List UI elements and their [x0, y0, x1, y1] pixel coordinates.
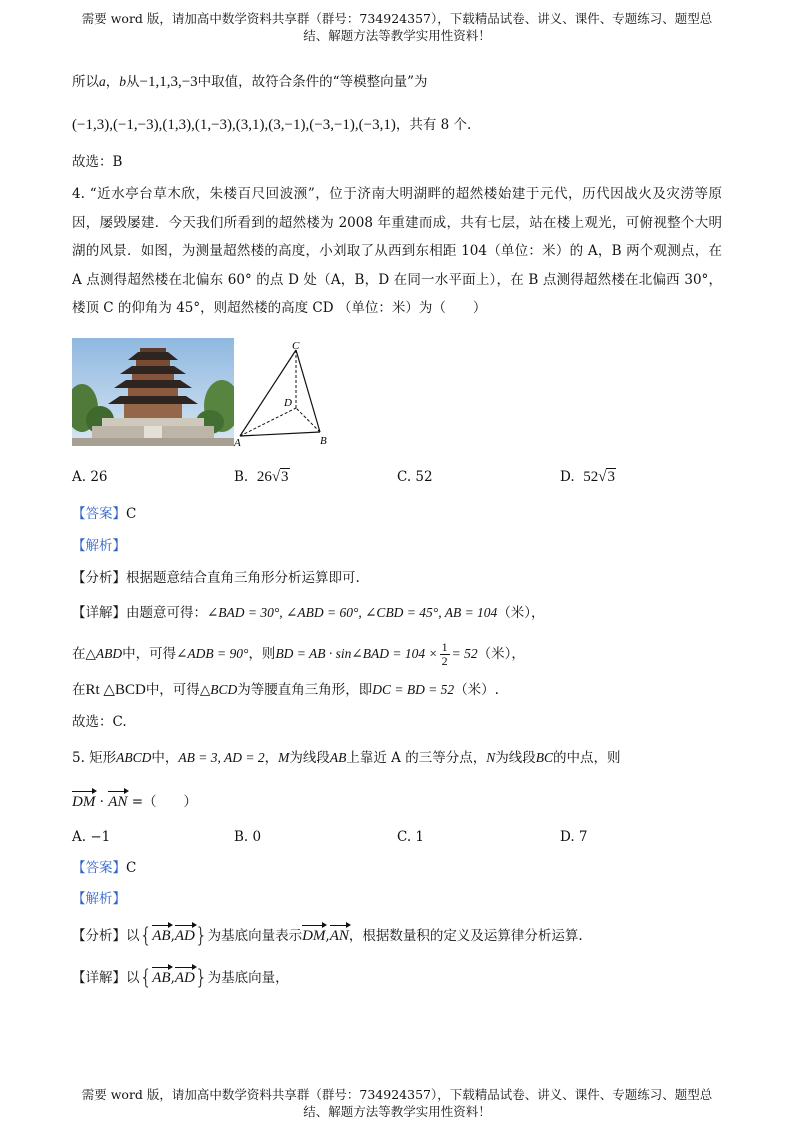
tetrahedron-figure [234, 338, 334, 450]
q5-option-d: D. 7 [560, 829, 588, 845]
q5-stem-line2: DM · AN =（ ） [72, 794, 197, 810]
q4-xiangjie-line2: 在△ABD中，可得∠ADB = 90°，则BD = AB · sin∠BAD = 104 × $\frac{1}{2}$ = 52（米）， [72, 640, 525, 668]
vector-ad: AD [174, 928, 195, 944]
q4-answer: 【答案】C [72, 506, 137, 522]
header-line-1: 需要 word 版，请加高中数学资料共享群（群号：734924357），下载精品试卷、讲义、课件、专题练习、题型总 [81, 11, 713, 26]
q5-option-b: B. 0 [234, 829, 262, 845]
footer-line-2: 结、解题方法等教学实用性资料！ [303, 1104, 491, 1119]
page-header [60, 10, 734, 44]
q5-answer: 【答案】C [72, 860, 137, 876]
header-line-2: 结、解题方法等教学实用性资料！ [303, 28, 491, 43]
vector-dm-2: DM [302, 928, 326, 944]
q5-xiangjie: 【详解】以{AB,AD}为基底向量， [72, 965, 289, 989]
q5-stem-line1: 5. 矩形ABCD中，AB = 3, AD = 2，M为线段AB上靠近 A 的三等分点，N为线段BC的中点，则 [72, 750, 621, 766]
vector-an-2: AN [329, 928, 349, 944]
q4-choice: 故选：C. [72, 714, 127, 730]
q5-fenxi: 【分析】以{AB,AD}为基底向量表示DM,AN，根据数量积的定义及运算律分析运算. [72, 923, 583, 947]
q4-option-b: B. 26√3 [234, 469, 289, 485]
q3-choice: 故选：B [72, 154, 123, 170]
q4-xiangjie-line3: 在Rt △BCD中，可得△BCD为等腰直角三角形，即DC = BD = 52（米）. [72, 682, 499, 698]
vector-an: AN [108, 794, 128, 810]
q4-option-a: A. 26 [72, 469, 108, 485]
q4-option-c: C. 52 [397, 469, 433, 485]
vertex-label-b: B [320, 435, 327, 447]
q4-fenxi: 【分析】根据题意结合直角三角形分析运算即可. [72, 570, 360, 586]
page-footer [60, 1086, 734, 1120]
vertex-label-a: A [234, 437, 241, 449]
q5-analysis-tag: 【解析】 [72, 891, 126, 907]
vector-ab: AB [152, 928, 171, 944]
q4-analysis-tag: 【解析】 [72, 538, 126, 554]
vector-ad-2: AD [174, 970, 195, 986]
vertex-label-d: D [284, 397, 292, 409]
q4-option-d: D. 52√3 [560, 469, 615, 485]
q3-conclusion-line: 所以a，b从−1,1,3,−3中取值，故符合条件的“等模整向量”为 [72, 74, 428, 90]
footer-line-1: 需要 word 版，请加高中数学资料共享群（群号：734924357），下载精品试卷、讲义、课件、专题练习、题型总 [81, 1087, 713, 1102]
vector-ab-2: AB [152, 970, 171, 986]
vector-dm: DM [72, 794, 96, 810]
q4-xiangjie-line1: 【详解】由题意可得：∠BAD = 30°, ∠ABD = 60°, ∠CBD = 45°, AB = 104（米）， [72, 605, 545, 621]
q5-option-a: A. −1 [72, 829, 111, 845]
fraction-one-half: $\frac{1}{2}$ [441, 640, 448, 668]
q4-stem: 4. “近水亭台草木欣，朱楼百尺回波滪”，位于济南大明湖畔的超然楼始建于元代，历代因战火及灾涝等原因，屡毁屡建．今天我们所看到的超然楼为 2008 年重建而成，共有七层，站在楼上观光，可俯视整个大明湖的风景．如图，为测量超然楼的高度，小刘取了从西到东相距 104（单位：米）的 A，B 两个观测点，在 A 点测得超然楼在北偏东 60° 的点 D 处（A，B，D 在同一水平面上），在 B 点测得超然楼在北偏西 30°，楼顶 C 的仰角为 45°，则超然楼的高度 CD （单位：米）为（ ） [72, 186, 722, 316]
q5-option-c: C. 1 [397, 829, 425, 845]
q3-vector-list: (−1,3),(−1,−3),(1,3),(1,−3),(3,1),(3,−1),(−3,−1),(−3,1)，共有 8 个. [72, 117, 472, 133]
chaoran-tower-photo [72, 338, 234, 446]
vertex-label-c: C [292, 340, 300, 352]
